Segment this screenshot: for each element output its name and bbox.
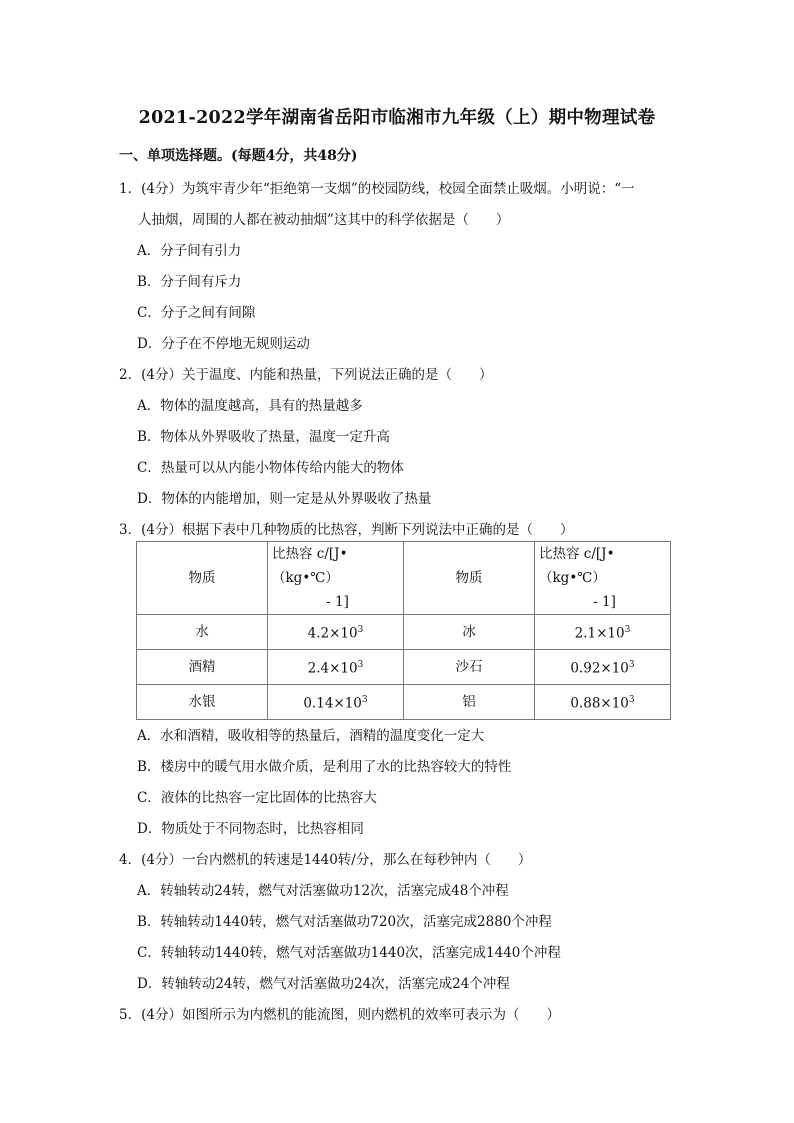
table-cell-value: $4.2\times 10^3$ xyxy=(268,615,404,650)
question-2-option-d: D．物体的内能增加，则一定是从外界吸收了热量 xyxy=(137,491,432,507)
exam-title: 2021-2022学年湖南省岳阳市临湘市九年级（上）期中物理试卷 xyxy=(138,108,656,128)
table-cell-value: $2.4\times 10^3$ xyxy=(268,650,404,685)
question-3-option-a: A．水和酒精，吸收相等的热量后，酒精的温度变化一定大 xyxy=(137,728,485,744)
table-cell-substance: 铝 xyxy=(404,685,535,720)
question-4-stem: 4．(4分）一台内燃机的转速是1440转/分，那么在每秒钟内（ ） xyxy=(119,852,532,868)
question-1-option-b: B．分子间有斥力 xyxy=(137,274,242,290)
table-header-substance-2: 物质 xyxy=(404,542,535,615)
question-4-option-b: B．转轴转动1440转，燃气对活塞做功720次，活塞完成2880个冲程 xyxy=(137,914,552,930)
table-cell-value: $0.14\times 10^3$ xyxy=(268,685,404,720)
question-3-option-c: C．液体的比热容一定比固体的比热容大 xyxy=(137,790,377,806)
table-cell-substance: 冰 xyxy=(404,615,535,650)
question-2-option-b: B．物体从外界吸收了热量，温度一定升高 xyxy=(137,429,390,445)
table-cell-substance: 沙石 xyxy=(404,650,535,685)
heat-header-line2: - 1] xyxy=(593,594,616,610)
table-row xyxy=(137,650,671,685)
question-1-option-a: A．分子间有引力 xyxy=(137,243,242,259)
question-4-option-d: D．转轴转动24转，燃气对活塞做功24次，活塞完成24个冲程 xyxy=(137,976,510,992)
table-header-heat-1 xyxy=(268,542,404,615)
table-cell-value: $0.92\times 10^3$ xyxy=(535,650,671,685)
question-3-stem: 3．(4分）根据下表中几种物质的比热容，判断下列说法中正确的是（ ） xyxy=(119,522,574,538)
table-cell-value: $2.1\times 10^3$ xyxy=(535,615,671,650)
question-4-option-a: A．转轴转动24转，燃气对活塞做功12次，活塞完成48个冲程 xyxy=(137,883,509,899)
question-1-option-d: D．分子在不停地无规则运动 xyxy=(137,336,310,352)
question-1-stem-line1: 1．(4分）为筑牢青少年“拒绝第一支烟”的校园防线，校园全面禁止吸烟。小明说：“一 xyxy=(119,181,635,197)
table-cell-value: $0.88\times 10^3$ xyxy=(535,685,671,720)
section-heading: 一、单项选择题。(每题4分，共48分) xyxy=(119,148,358,164)
table-header-heat-2 xyxy=(535,542,671,615)
question-3-option-d: D．物质处于不同物态时，比热容相同 xyxy=(137,821,364,837)
question-2-option-a: A．物体的温度越高，具有的热量越多 xyxy=(137,398,363,414)
question-2-stem: 2．(4分）关于温度、内能和热量，下列说法正确的是（ ） xyxy=(119,367,493,383)
table-row xyxy=(137,615,671,650)
heat-header-line1: 比热容 c/[J•（kg•℃） xyxy=(539,546,615,586)
heat-header-line1: 比热容 c/[J•（kg•℃） xyxy=(272,546,348,586)
question-3-option-b: B．楼房中的暖气用水做介质，是利用了水的比热容较大的特性 xyxy=(137,759,512,775)
table-row xyxy=(137,685,671,720)
table-cell-substance: 水银 xyxy=(137,685,268,720)
table-header-substance-1: 物质 xyxy=(137,542,268,615)
question-5-stem: 5．(4分）如图所示为内燃机的能流图，则内燃机的效率可表示为（ ） xyxy=(119,1007,560,1023)
specific-heat-table xyxy=(136,541,671,720)
question-2-option-c: C．热量可以从内能小物体传给内能大的物体 xyxy=(137,460,404,476)
table-header-row xyxy=(137,542,671,615)
table-cell-substance: 水 xyxy=(137,615,268,650)
table-cell-substance: 酒精 xyxy=(137,650,268,685)
question-4-option-c: C．转轴转动1440转，燃气对活塞做功1440次，活塞完成1440个冲程 xyxy=(137,945,561,961)
heat-header-line2: - 1] xyxy=(326,594,349,610)
question-1-stem-line2: 人抽烟，周围的人都在被动抽烟”这其中的科学依据是（ ） xyxy=(138,212,510,228)
question-1-option-c: C．分子之间有间隙 xyxy=(137,305,256,321)
